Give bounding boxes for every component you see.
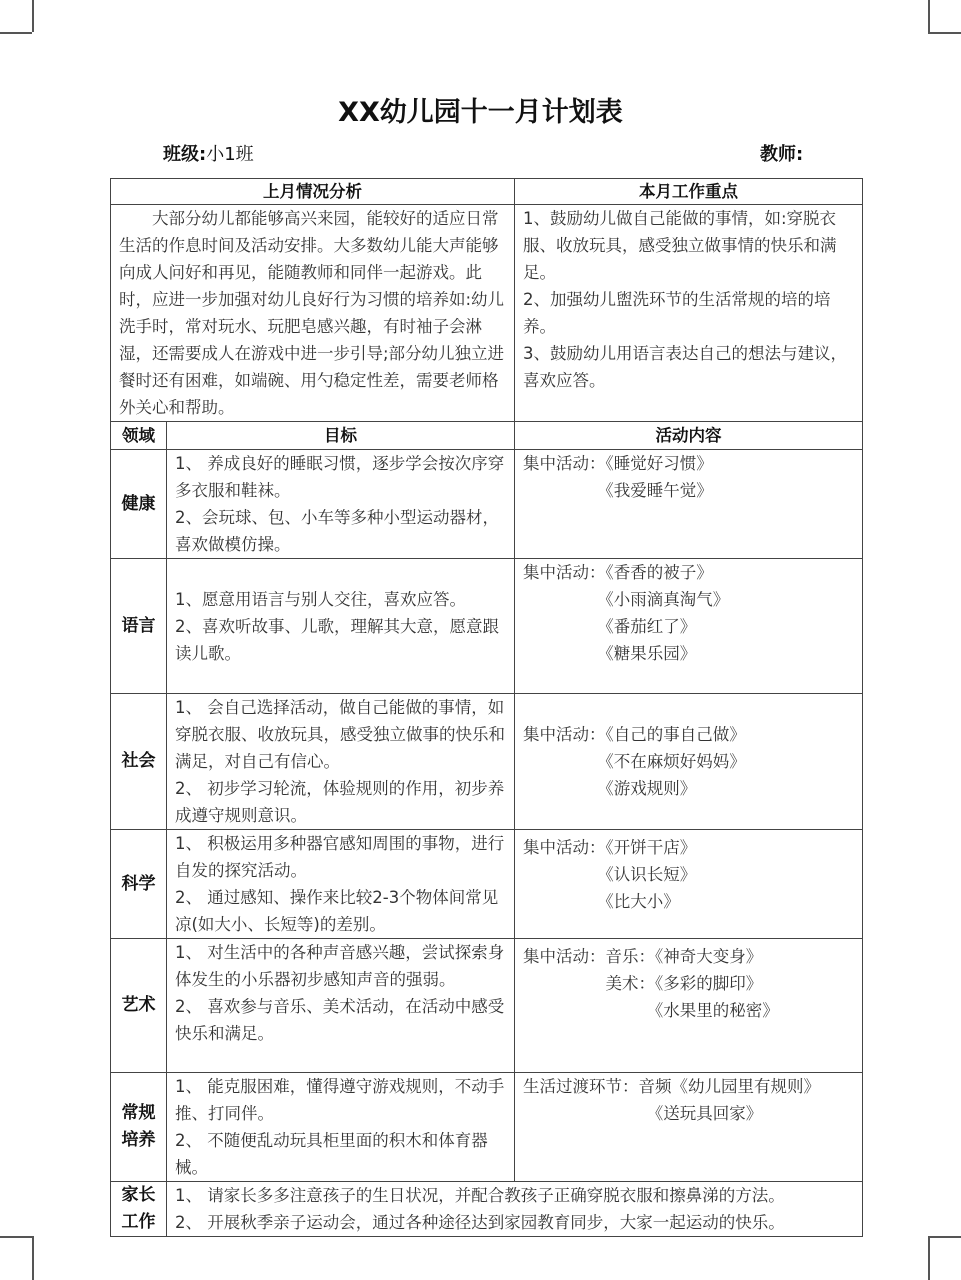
- area-row-art: [111, 939, 863, 1073]
- activity-item: 《糖果乐园》: [523, 644, 697, 663]
- goal-item: 2、会玩球、包、小车等多种小型运动器材，喜欢做模仿操。: [175, 508, 499, 554]
- activity-item: 美术：《多彩的脚印》: [523, 974, 763, 993]
- crop-mark-bl-h: [0, 1236, 32, 1238]
- class-info: [163, 140, 254, 166]
- area-row-routine: [111, 1073, 863, 1182]
- parent-work-label: 家长工作: [111, 1182, 167, 1237]
- area-name: 艺术: [111, 939, 167, 1073]
- area-goals: [167, 830, 515, 939]
- activity-item: 《不在麻烦好妈妈》: [523, 752, 746, 771]
- goal-item: 2、喜欢听故事、儿歌，理解其大意，愿意跟读儿歌。: [175, 616, 499, 663]
- parent-work-item: 2、 开展秋季亲子运动会，通过各种途径达到家园教育同步，大家一起运动的快乐。: [175, 1213, 785, 1232]
- header-row-areas: [111, 422, 863, 450]
- header-area: 领域: [111, 422, 167, 450]
- parent-work-row: [111, 1182, 863, 1237]
- area-goals: [167, 1073, 515, 1182]
- area-activities: [515, 939, 863, 1073]
- area-goals: [167, 450, 515, 559]
- class-label: 班级:: [163, 144, 207, 165]
- class-value: 小1班: [206, 144, 254, 165]
- activity-item: 《比大小》: [523, 892, 680, 911]
- header-this-month: 本月工作重点: [515, 179, 863, 205]
- area-name: 社会: [111, 694, 167, 830]
- focus-item: 2、加强幼儿盥洗环节的生活常规的培的培养。: [523, 290, 831, 336]
- area-row-language: [111, 559, 863, 694]
- activity-item: 《认识长短》: [523, 865, 697, 884]
- goal-item: 1、 会自己选择活动，做自己能做的事情，如穿脱衣服、收放玩具，感受独立做事的快乐和满足，对自己有信心。: [175, 698, 505, 771]
- activity-item: 《送玩具回家》: [523, 1104, 763, 1123]
- area-activities: [515, 559, 863, 694]
- parent-work-item: 1、 请家长多多注意孩子的生日状况，并配合教孩子正确穿脱衣服和擦鼻涕的方法。: [175, 1186, 785, 1205]
- crop-mark-br-h: [928, 1236, 961, 1238]
- activity-item: 集中活动：《香香的被子》: [523, 563, 713, 582]
- area-activities: [515, 450, 863, 559]
- goal-item: 1、 能克服困难，懂得遵守游戏规则，不动手推、打同伴。: [175, 1077, 505, 1123]
- activity-item: 集中活动：《开饼干店》: [523, 838, 697, 857]
- plan-table: [110, 178, 863, 1237]
- activity-item: 《游戏规则》: [523, 779, 697, 798]
- area-goals: [167, 559, 515, 694]
- crop-mark-tl-h: [0, 32, 32, 34]
- goal-item: 1、 对生活中的各种声音感兴趣，尝试探索身体发生的小乐器初步感知声音的强弱。: [175, 943, 505, 989]
- crop-mark-tr-v: [928, 0, 930, 32]
- area-row-science: [111, 830, 863, 939]
- area-name: 科学: [111, 830, 167, 939]
- goal-item: 2、 初步学习轮流，体验规则的作用，初步养成遵守规则意识。: [175, 779, 505, 825]
- header-goal: 目标: [167, 422, 515, 450]
- this-month-focus: [515, 205, 863, 422]
- area-activities: [515, 1073, 863, 1182]
- goal-item: 1、 养成良好的睡眠习惯，逐步学会按次序穿多衣服和鞋袜。: [175, 454, 505, 500]
- summary-row: [111, 205, 863, 422]
- goal-item: 1、愿意用语言与别人交往，喜欢应答。: [175, 589, 466, 609]
- crop-mark-tl-v: [32, 0, 34, 32]
- header-activity: 活动内容: [515, 422, 863, 450]
- goal-item: 2、 喜欢参与音乐、美术活动，在活动中感受快乐和满足。: [175, 997, 505, 1043]
- area-goals: [167, 939, 515, 1073]
- activity-item: 《小雨滴真淘气》: [523, 590, 730, 609]
- activity-item: 集中活动：《自己的事自己做》: [523, 725, 746, 744]
- header-last-month: 上月情况分析: [111, 179, 515, 205]
- focus-item: 3、鼓励幼儿用语言表达自己的想法与建议，喜欢应答。: [523, 344, 847, 390]
- activity-item: 《番茄红了》: [523, 617, 697, 636]
- goal-item: 1、 积极运用多种器官感知周围的事物，进行自发的探究活动。: [175, 834, 505, 880]
- area-row-health: [111, 450, 863, 559]
- focus-item: 1、鼓励幼儿做自己能做的事情，如:穿脱衣服、收放玩具，感受独立做事情的快乐和满足。: [523, 209, 837, 282]
- area-goals: [167, 694, 515, 830]
- crop-mark-tr-h: [928, 32, 961, 34]
- header-row-summary: [111, 179, 863, 205]
- parent-work-items: [167, 1182, 863, 1237]
- page-title: XX幼儿园十一月计划表: [338, 97, 623, 128]
- activity-item: 《水果里的秘密》: [523, 1001, 779, 1020]
- goal-item: 2、 通过感知、操作来比较2-3个物体间常见凉(如大小、长短等)的差别。: [175, 888, 499, 934]
- teacher-label: 教师:: [760, 144, 804, 165]
- area-activities: [515, 830, 863, 939]
- last-month-analysis: 大部分幼儿都能够高兴来园，能较好的适应日常生活的作息时间及活动安排。大多数幼儿能大声能够向成人问好和再见，能随教师和同伴一起游戏。此时，应进一步加强对幼儿良好行为习惯的培养如:幼儿洗手时，常对玩水、玩肥皂感兴趣，有时袖子会淋湿，还需要成人在游戏中进一步引导;部分幼儿独立进餐时还有困难，如端碗、用勺稳定性差，需要老师格外关心和帮助。: [111, 205, 515, 422]
- area-name: 常规培养: [111, 1073, 167, 1182]
- activity-item: 集中活动：《睡觉好习惯》: [523, 454, 713, 473]
- area-name: 语言: [111, 559, 167, 694]
- area-name: 健康: [111, 450, 167, 559]
- activity-item: 集中活动：音乐：《神奇大变身》: [523, 947, 763, 966]
- activity-item: 《我爱睡午觉》: [523, 481, 713, 500]
- area-activities: [515, 694, 863, 830]
- crop-mark-br-v: [928, 1236, 930, 1280]
- activity-item: 生活过渡环节：音频《幼儿园里有规则》: [523, 1077, 820, 1096]
- goal-item: 2、 不随便乱动玩具柜里面的积木和体育器械。: [175, 1131, 488, 1177]
- crop-mark-bl-v: [32, 1236, 34, 1280]
- area-row-society: [111, 694, 863, 830]
